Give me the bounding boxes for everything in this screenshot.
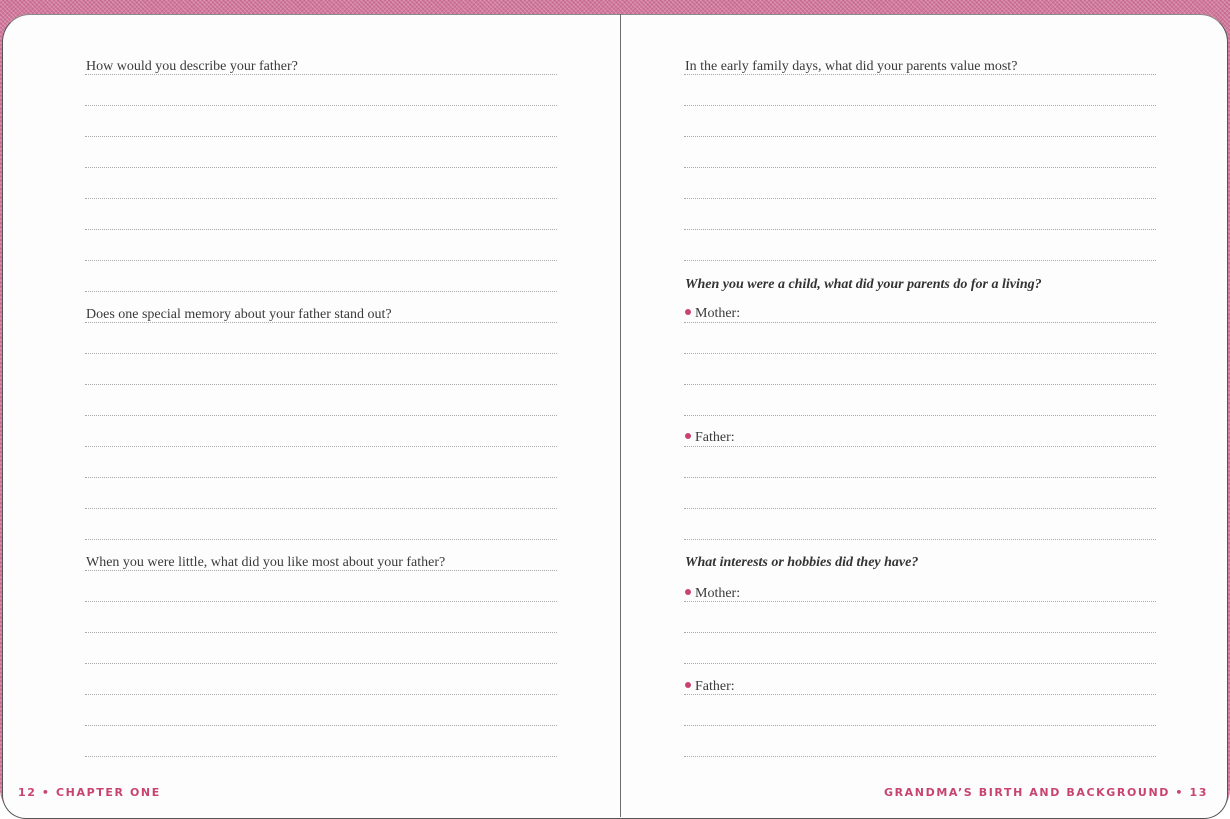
answer-line[interactable]	[684, 353, 1156, 354]
question-hobbies: What interests or hobbies did they have?	[685, 555, 919, 570]
answer-line[interactable]	[85, 756, 557, 757]
bullet-dot-icon	[685, 682, 691, 688]
question-parents-value: In the early family days, what did your parents value most?	[685, 59, 1018, 74]
answer-line[interactable]	[85, 601, 557, 602]
answer-line[interactable]	[684, 508, 1156, 509]
answer-line[interactable]	[684, 694, 1156, 695]
question-describe-father: How would you describe your father?	[86, 59, 298, 74]
answer-line[interactable]	[85, 663, 557, 664]
answer-line[interactable]	[684, 601, 1156, 602]
question-parents-living: When you were a child, what did your parents do for a living?	[685, 277, 1042, 292]
answer-line[interactable]	[684, 415, 1156, 416]
answer-line[interactable]	[684, 384, 1156, 385]
answer-line[interactable]	[684, 198, 1156, 199]
answer-line[interactable]	[684, 446, 1156, 447]
spine-gutter	[620, 14, 621, 817]
answer-line[interactable]	[684, 663, 1156, 664]
answer-line[interactable]	[85, 322, 557, 323]
answer-line[interactable]	[85, 260, 557, 261]
answer-line[interactable]	[684, 167, 1156, 168]
answer-line[interactable]	[85, 508, 557, 509]
answer-line[interactable]	[85, 539, 557, 540]
answer-line[interactable]	[85, 477, 557, 478]
left-page	[2, 14, 621, 819]
answer-line[interactable]	[684, 74, 1156, 75]
answer-line[interactable]	[85, 291, 557, 292]
right-page-footer: GRANDMA’S BIRTH AND BACKGROUND • 13	[883, 786, 1208, 799]
bullet-dot-icon	[685, 433, 691, 439]
answer-line[interactable]	[85, 229, 557, 230]
answer-line[interactable]	[85, 353, 557, 354]
answer-line[interactable]	[85, 694, 557, 695]
father-label: Father:	[695, 430, 735, 445]
answer-line[interactable]	[85, 74, 557, 75]
answer-line[interactable]	[684, 136, 1156, 137]
answer-line[interactable]	[85, 415, 557, 416]
answer-line[interactable]	[684, 539, 1156, 540]
answer-line[interactable]	[85, 384, 557, 385]
mother-bullet-hobbies	[685, 586, 740, 602]
bullet-dot-icon	[685, 309, 691, 315]
answer-line[interactable]	[85, 632, 557, 633]
answer-line[interactable]	[85, 105, 557, 106]
question-liked-most: When you were little, what did you like most about your father?	[86, 555, 446, 570]
right-page	[621, 14, 1228, 819]
mother-label: Mother:	[695, 586, 741, 601]
answer-line[interactable]	[85, 570, 557, 571]
mother-label: Mother:	[695, 306, 741, 321]
father-bullet-living	[685, 430, 735, 446]
answer-line[interactable]	[85, 167, 557, 168]
answer-line[interactable]	[85, 446, 557, 447]
mother-bullet-living	[685, 306, 740, 322]
answer-line[interactable]	[684, 756, 1156, 757]
left-page-footer: 12 • CHAPTER ONE	[18, 786, 161, 799]
answer-line[interactable]	[684, 477, 1156, 478]
father-bullet-hobbies	[685, 679, 735, 695]
question-special-memory: Does one special memory about your father stand out?	[86, 307, 392, 322]
bullet-dot-icon	[685, 589, 691, 595]
answer-line[interactable]	[684, 322, 1156, 323]
answer-line[interactable]	[684, 632, 1156, 633]
answer-line[interactable]	[684, 725, 1156, 726]
answer-line[interactable]	[684, 105, 1156, 106]
answer-line[interactable]	[85, 136, 557, 137]
father-label: Father:	[695, 679, 735, 694]
answer-line[interactable]	[85, 198, 557, 199]
answer-line[interactable]	[684, 229, 1156, 230]
answer-line[interactable]	[85, 725, 557, 726]
answer-line[interactable]	[684, 260, 1156, 261]
